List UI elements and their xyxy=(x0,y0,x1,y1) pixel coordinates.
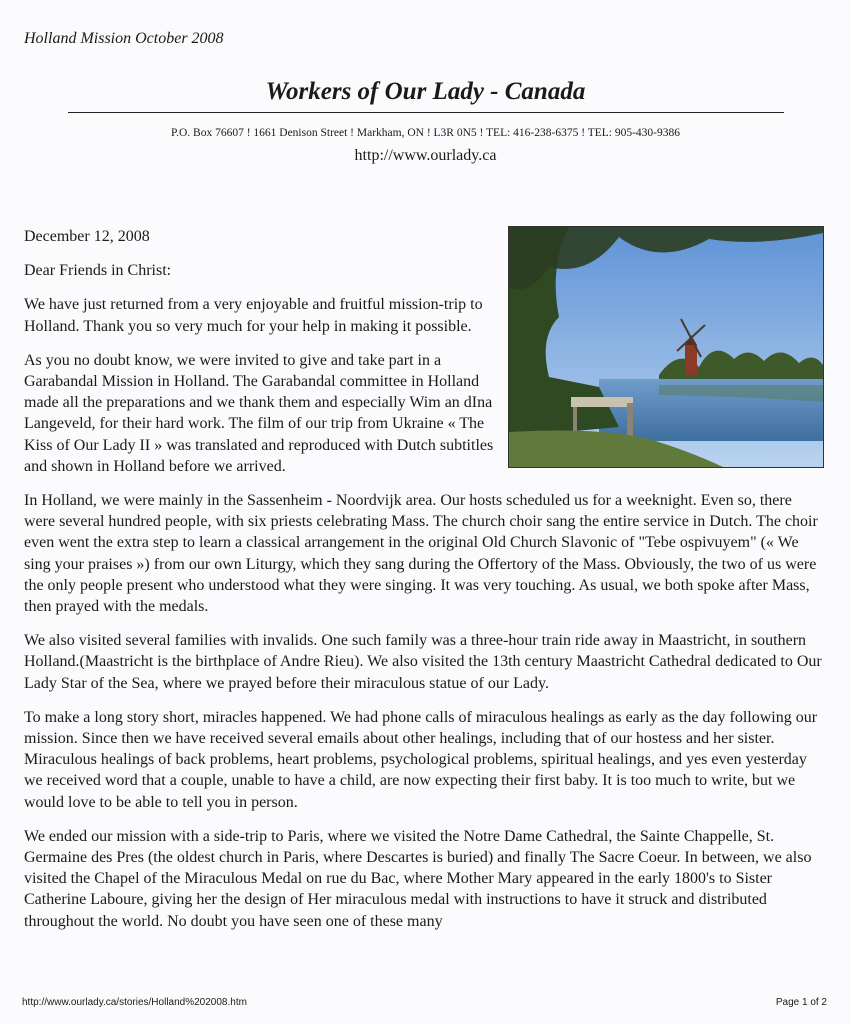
letter-paragraph: We also visited several families with invalids. One such family was a three-hour train ride away in Maastricht, in southern Holland.(Maastricht is the birthplace of Andre Rieu). We also visited the 13th century Maastricht Cathedral dedicated to Our Lady Star of the Sea, where we prayed before their miraculous statue of our Lady. xyxy=(24,632,822,692)
organization-title: Workers of Our Lady - Canada xyxy=(265,78,586,105)
letter-paragraph: We ended our mission with a side-trip to Paris, where we visited the Notre Dame Cathedral, the Sainte Chappelle, St. Germaine des Pres (the oldest church in Paris, where Descartes is buried) and finally The Sacre Coeur. In between, we also visited the Chapel of the Miraculous Medal on rue du Bac, where Mother Mary appeared in the early 1800's to Sister Catherine Laboure, giving her the design of Her miraculous medal with instructions to have it struck and distributed throughout the world. No doubt you have seen one of these many xyxy=(24,827,812,930)
letter-salutation: Dear Friends in Christ: xyxy=(24,262,172,280)
letter-paragraph: In Holland, we were mainly in the Sassenheim - Noordvijk area. Our hosts scheduled us for a weeknight. Even so, there were several hundred people, with six priests celebrating Mass. The church choir sang the entire service in Dutch. The choir even went the extra step to learn a classical arrangement in the original Old Church Slavonic of "Tebe ospivuyem" (« We sing your praises ») from our own Liturgy, which they sang during the Offertory of the Mass. Obviously, the two of us were the only people present who understood what they were singing. It was very touching. As usual, we both spoke after Mass, then prayed with the medals. xyxy=(24,492,818,616)
contact-address: P.O. Box 76607 ! 1661 Denison Street ! Markham, ON ! L3R 0N5 ! TEL: 416-238-6375 ! TEL: 905-430-9386 xyxy=(170,127,681,139)
footer-url[interactable]: http://www.ourlady.ca/stories/Holland%202008.htm xyxy=(22,997,247,1008)
header-note: Holland Mission October 2008 xyxy=(24,30,224,47)
letter-body xyxy=(24,226,824,945)
letter-date: December 12, 2008 xyxy=(24,228,150,245)
letter-paragraph: We have just returned from a very enjoyable and fruitful mission-trip to Holland. Thank you so very much for your help in making it possible. xyxy=(24,296,483,335)
letter-paragraph: To make a long story short, miracles happened. We had phone calls of miraculous healings as early as the day following our mission. Since then we have received several emails about other healings, including that of our hostess and her sister. Miraculous healings of back problems, heart problems, psychological problems, spiritual healings, and yes even yesterday we received word that a couple, unable to have a child, are now expecting their first baby. It is too much to write, but we would love to be able to tell you in person. xyxy=(24,708,818,811)
page-number: Page 1 of 2 xyxy=(775,997,827,1008)
windmill-canal-photo xyxy=(508,226,824,468)
windmill-canal-image xyxy=(509,227,823,467)
letter-paragraph: As you no doubt know, we were invited to give and take part in a Garabandal Mission in Holland. The Garabandal committee in Holland made all the preparations and we thank them and especially Wim an dIna Langeveld, for their hard work. The film of our trip from Ukraine « The Kiss of Our Lady II » was translated and reproduced with Dutch subtitles and shown in Holland before we arrived. xyxy=(24,351,494,475)
header-divider xyxy=(68,112,784,113)
website-link[interactable]: http://www.ourlady.ca xyxy=(354,147,497,164)
